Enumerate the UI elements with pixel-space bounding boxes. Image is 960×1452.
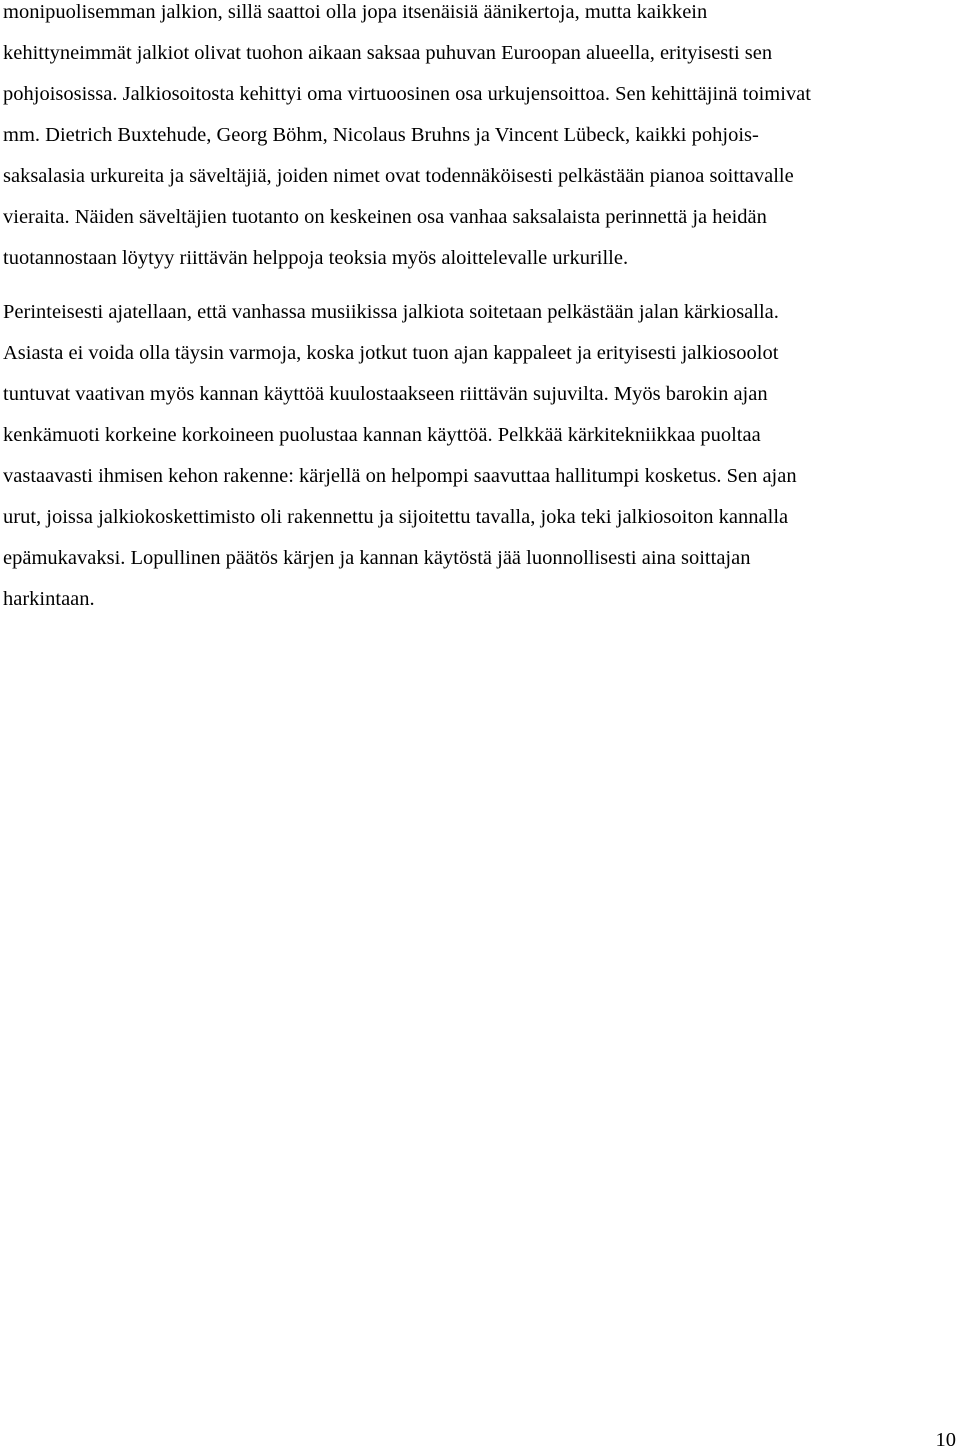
text-line: mm. Dietrich Buxtehude, Georg Böhm, Nicolaus Bruhns ja Vincent Lübeck, kaikki pohjois- xyxy=(3,124,759,146)
text-line: Asiasta ei voida olla täysin varmoja, koska jotkut tuon ajan kappaleet ja erityisesti jalkiosoolot xyxy=(3,342,779,364)
text-line: pohjoisosissa. Jalkiosoitosta kehittyi oma virtuoosinen osa urkujensoittoa. Sen kehittäjinä toimivat xyxy=(3,83,811,105)
text-line: tuntuvat vaativan myös kannan käyttöä kuulostaakseen riittävän sujuvilta. Myös barokin ajan xyxy=(3,383,768,405)
text-line: vieraita. Näiden säveltäjien tuotanto on keskeinen osa vanhaa saksalaista perinnettä ja heidän xyxy=(3,206,767,228)
text-line: kenkämuoti korkeine korkoineen puolustaa kannan käyttöä. Pelkkää kärkitekniikkaa puoltaa xyxy=(3,424,761,446)
text-line: Perinteisesti ajatellaan, että vanhassa musiikissa jalkiota soitetaan pelkästään jalan kärkiosalla. xyxy=(3,301,779,323)
text-line: monipuolisemman jalkion, sillä saattoi olla jopa itsenäisiä äänikertoja, mutta kaikkein xyxy=(3,1,708,23)
paragraph-2 xyxy=(3,292,960,620)
text-line: saksalasia urkureita ja säveltäjiä, joiden nimet ovat todennäköisesti pelkästään pianoa soittavalle xyxy=(3,165,794,187)
text-line: vastaavasti ihmisen kehon rakenne: kärjellä on helpompi saavuttaa hallitumpi kosketus. Sen ajan xyxy=(3,465,797,487)
text-line: tuotannostaan löytyy riittävän helppoja teoksia myös aloittelevalle urkurille. xyxy=(3,247,629,269)
text-line: epämukavaksi. Lopullinen päätös kärjen ja kannan käytöstä jää luonnollisesti aina soittajan xyxy=(3,547,751,569)
text-line: harkintaan. xyxy=(3,588,95,610)
text-line: kehittyneimmät jalkiot olivat tuohon aikaan saksaa puhuvan Euroopan alueella, erityisesti sen xyxy=(3,42,773,64)
paragraph-1 xyxy=(3,0,960,279)
page-number: 10 xyxy=(935,1429,956,1451)
text-line: urut, joissa jalkiokoskettimisto oli rakennettu ja sijoitettu tavalla, joka teki jalkiosoiton kannalla xyxy=(3,506,789,528)
